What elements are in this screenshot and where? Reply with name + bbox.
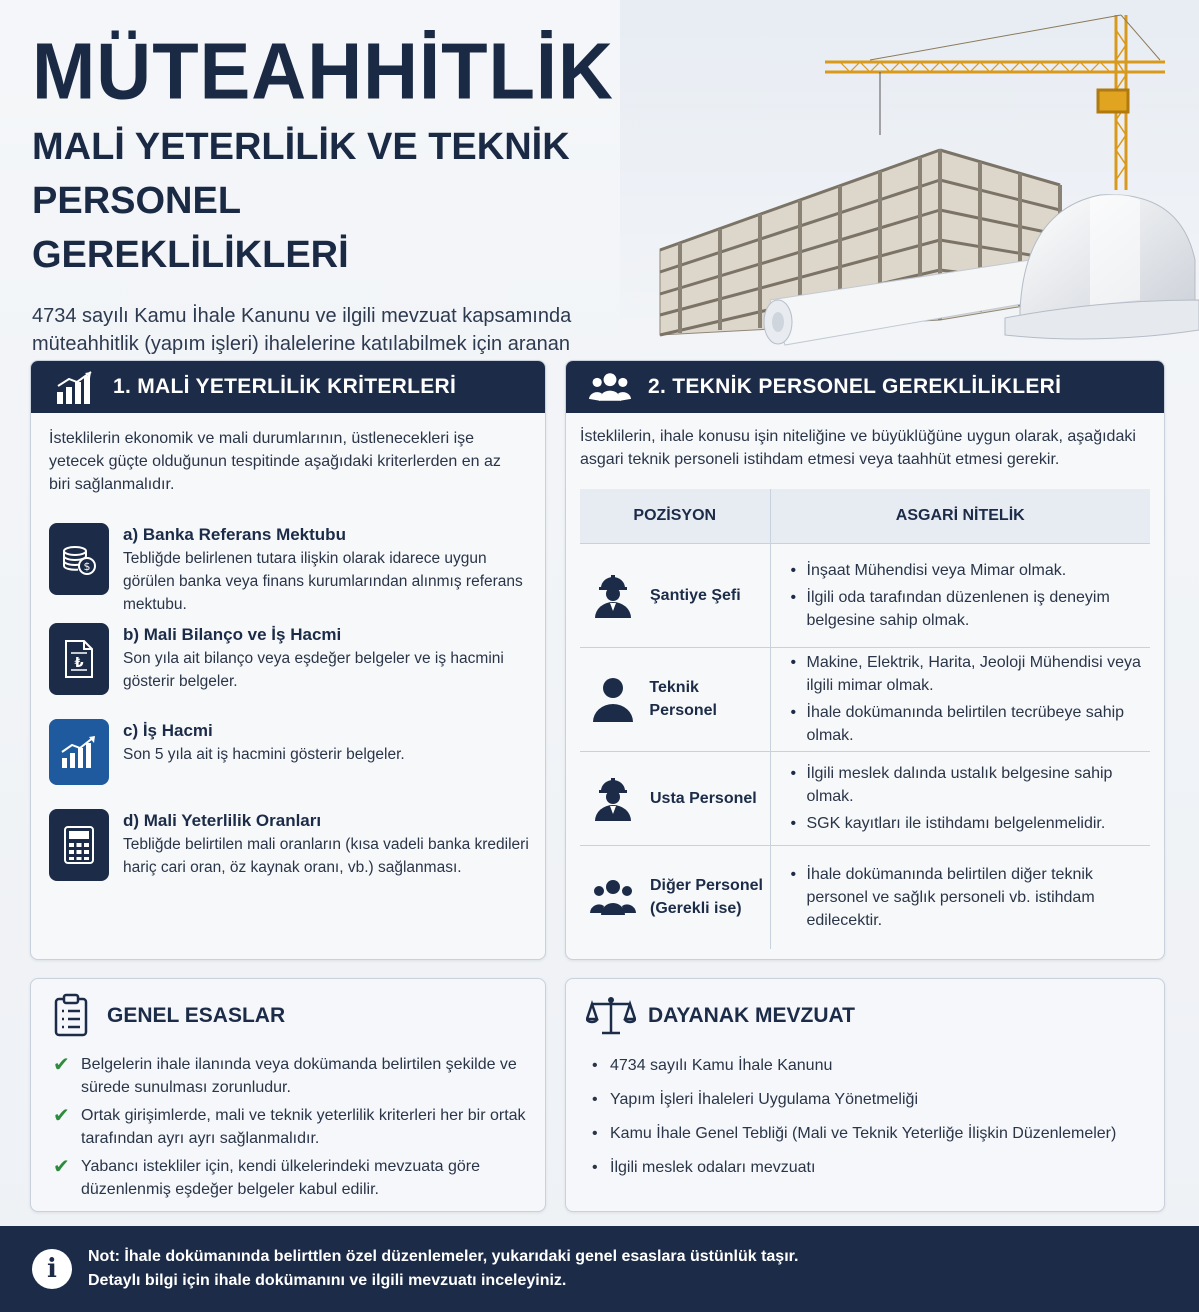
footer-line-2: Detaylı bilgi için ihale dokümanını ve ilgili mevzuatı inceleyiniz. (88, 1272, 567, 1289)
list-item-text: Ortak girişimlerde, mali ve teknik yeterlilik kriterleri her bir ortak tarafından ayrı ayrı sağlanmalıdır. (81, 1107, 526, 1147)
group-icon (588, 367, 632, 407)
worker-helmet-icon (588, 773, 638, 823)
teknik-panel-header (566, 361, 1164, 413)
svg-text:₺: ₺ (74, 656, 84, 671)
worker-helmet-icon (588, 570, 638, 620)
column-header-requirement: ASGARİ NİTELİK (770, 489, 1150, 543)
criterion-title: b) Mali Bilanço ve İş Hacmi (123, 625, 342, 644)
coins-icon (49, 523, 109, 595)
genel-esaslar-header (53, 993, 285, 1039)
teknik-lead-text: İsteklilerin, ihale konusu işin niteliğine ve büyüklüğüne uygun olarak, aşağıdaki asgari teknik personeli istihdam etmesi veya taahhüt etmesi gerekir. (580, 428, 1136, 468)
requirement-item: • İlgili oda tarafından düzenlenen iş deneyim belgesine sahip olmak. (791, 586, 1151, 632)
checkmark-icon: ✔ (53, 1105, 70, 1127)
criterion-desc: Tebliğde belirtilen mali oranların (kısa vadeli banka kredileri hariç cari oran, öz kaynak oranı, vb.) sağlanması. (123, 836, 529, 876)
construction-illustration (620, 0, 1199, 350)
requirement-item: • İhale dokümanında belirtilen tecrübeye sahip olmak. (791, 701, 1151, 747)
list-item (51, 1155, 531, 1201)
group-icon (588, 872, 638, 922)
info-icon: i (32, 1249, 72, 1289)
requirement-item: • İnşaat Mühendisi veya Mimar olmak. (791, 559, 1151, 582)
position-name: Teknik Personel (649, 679, 717, 719)
requirement-item: • İlgili meslek dalında ustalık belgesine sahip olmak. (791, 762, 1151, 808)
criterion-title: a) Banka Referans Mektubu (123, 525, 346, 544)
dayanak-mevzuat-panel (565, 978, 1165, 1212)
teknik-personel-panel (565, 360, 1165, 960)
subtitle-line-1: MALİ YETERLİLİK VE TEKNİK PERSONEL (32, 126, 570, 222)
list-item: • Kamu İhale Genel Tebliği (Mali ve Teknik Yeterliğe İlişkin Düzenlemeler) (590, 1122, 1150, 1145)
dayanak-title: DAYANAK MEVZUAT (648, 1004, 855, 1027)
genel-esaslar-title: GENEL ESASLAR (107, 1004, 286, 1027)
scales-of-justice-icon (586, 995, 636, 1037)
criterion-banka-referans (49, 523, 529, 616)
footer-text (88, 1245, 798, 1293)
table-header-row (580, 489, 1150, 543)
position-name: Usta Personel (650, 789, 757, 807)
requirement-item: • İhale dokümanında belirtilen diğer teknik personel ve sağlık personeli vb. istihdam edilecektir. (791, 863, 1151, 932)
table-row (580, 647, 1150, 751)
checkmark-icon: ✔ (53, 1156, 70, 1178)
requirement-item: • SGK kayıtları ile istihdamı belgelenmelidir. (791, 812, 1151, 835)
dayanak-list (590, 1054, 1150, 1179)
criterion-mali-oranlar (49, 809, 529, 881)
clipboard-icon (53, 993, 93, 1039)
mali-panel-header (31, 361, 545, 413)
criterion-desc: Tebliğde belirlenen tutara ilişkin olarak idarece uygun görülen banka veya finans kurumlarından alınmış referans mektubu. (123, 550, 523, 613)
table-row (580, 845, 1150, 949)
page-subtitle (32, 120, 672, 282)
page-title: MÜTEAHHİTLİK (32, 26, 614, 117)
teknik-panel-title: 2. TEKNİK PERSONEL GEREKLİLİKLERİ (648, 375, 1062, 398)
list-item-text: Belgelerin ihale ilanında veya dokümanda belirtilen şekilde ve sürede sunulması zorunludur. (81, 1056, 517, 1096)
criterion-desc: Son yıla ait bilanço veya eşdeğer belgeler ve iş hacmini gösterir belgeler. (123, 650, 504, 690)
mali-lead-text: İsteklilerin ekonomik ve mali durumlarının, üstlenecekleri işe yetecek güçte olduğunun tespitinde aşağıdaki kriterlerden en az biri sağlanmalıdır. (49, 430, 501, 493)
criterion-mali-bilanco (49, 623, 529, 695)
column-header-position: POZİSYON (580, 489, 770, 543)
genel-esaslar-list (51, 1053, 531, 1201)
genel-esaslar-panel (30, 978, 546, 1212)
svg-text:$: $ (83, 560, 91, 573)
balance-sheet-icon (49, 623, 109, 695)
table-row (580, 751, 1150, 845)
list-item: • 4734 sayılı Kamu İhale Kanunu (590, 1054, 1150, 1077)
table-row (580, 543, 1150, 647)
subtitle-line-2: GEREKLİLİKLERİ (32, 234, 349, 276)
personnel-table (580, 489, 1150, 949)
position-name: Diğer Personel (Gerekli ise) (650, 877, 763, 918)
criterion-title: c) İş Hacmi (123, 721, 213, 740)
calculator-icon (49, 809, 109, 881)
growth-chart-icon (49, 719, 109, 785)
criterion-desc: Son 5 yıla ait iş hacmini gösterir belgeler. (123, 746, 405, 763)
list-item: • İlgili meslek odaları mevzuatı (590, 1156, 1150, 1179)
checkmark-icon: ✔ (53, 1054, 70, 1076)
list-item (51, 1104, 531, 1150)
mali-panel-title: 1. MALİ YETERLİLİK KRİTERLERİ (113, 375, 457, 398)
intro-text: 4734 sayılı Kamu İhale Kanunu ve ilgili mevzuat kapsamında müteahhitlik (yapım işleri) ihalelerine katılabilmek için aranan (32, 305, 572, 355)
criterion-title: d) Mali Yeterlilik Oranları (123, 811, 322, 830)
position-name: Şantiye Şefi (650, 586, 741, 604)
list-item-text: Yabancı istekliler için, kendi ülkelerindeki mevzuata göre düzenlenmiş eşdeğer belgeler kabul edilir. (81, 1158, 481, 1198)
hero-section (0, 0, 1199, 355)
criterion-is-hacmi (49, 719, 529, 785)
dayanak-header (586, 995, 855, 1037)
hero-text (32, 26, 672, 386)
footer-note (0, 1226, 1199, 1312)
bar-chart-icon (53, 367, 97, 407)
list-item: • Yapım İşleri İhaleleri Uygulama Yönetmeliği (590, 1088, 1150, 1111)
requirement-item: • Makine, Elektrik, Harita, Jeoloji Mühendisi veya ilgili mimar olmak. (791, 651, 1151, 697)
mali-yeterlilik-panel (30, 360, 546, 960)
list-item (51, 1053, 531, 1099)
person-icon (588, 674, 637, 724)
footer-line-1: Not: İhale dokümanında belirttlen özel düzenlemeler, yukarıdaki genel esaslara üstünlük taşır. (88, 1248, 799, 1265)
